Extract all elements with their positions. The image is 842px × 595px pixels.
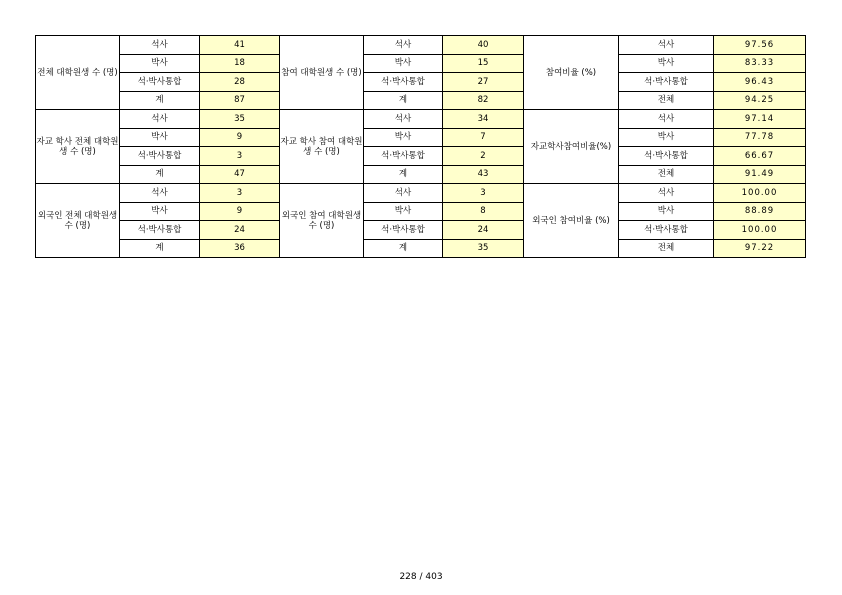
value-cell: 47: [200, 165, 280, 184]
group-label: 외국인 참여 대학원생 수 (명): [280, 184, 364, 258]
table-row: [36, 147, 806, 166]
value-cell: 88.89: [714, 202, 806, 221]
row-label: 계: [120, 239, 200, 258]
value-cell: 87: [200, 91, 280, 110]
row-label: 석사: [364, 184, 443, 203]
row-label: 박사: [364, 128, 443, 147]
row-label: 박사: [120, 128, 200, 147]
value-cell: 40: [443, 36, 524, 55]
row-label: 박사: [619, 54, 714, 73]
row-label: 석사: [619, 36, 714, 55]
row-label: 석·박사통합: [120, 147, 200, 166]
value-cell: 7: [443, 128, 524, 147]
row-label: 석·박사통합: [364, 221, 443, 240]
value-cell: 36: [200, 239, 280, 258]
row-label: 박사: [619, 202, 714, 221]
value-cell: 97.22: [714, 239, 806, 258]
value-cell: 3: [200, 184, 280, 203]
group-label: 참여비율 (%): [524, 36, 619, 110]
value-cell: 77.78: [714, 128, 806, 147]
row-label: 전체: [619, 165, 714, 184]
row-label: 전체: [619, 91, 714, 110]
row-label: 석사: [364, 110, 443, 129]
value-cell: 8: [443, 202, 524, 221]
row-label: 석사: [120, 110, 200, 129]
group-label: 외국인 전체 대학원생 수 (명): [36, 184, 120, 258]
page-number: 228 / 403: [399, 572, 443, 582]
value-cell: 100.00: [714, 221, 806, 240]
row-label: 계: [120, 91, 200, 110]
row-label: 계: [364, 165, 443, 184]
row-label: 계: [364, 91, 443, 110]
table-row: [36, 202, 806, 221]
value-cell: 18: [200, 54, 280, 73]
value-cell: 9: [200, 202, 280, 221]
row-label: 박사: [619, 128, 714, 147]
row-label: 계: [120, 165, 200, 184]
row-label: 석사: [120, 184, 200, 203]
value-cell: 94.25: [714, 91, 806, 110]
group-label: 외국인 참여비율 (%): [524, 184, 619, 258]
table-row: [36, 110, 806, 129]
row-label: 석·박사통합: [619, 147, 714, 166]
row-label: 석·박사통합: [120, 73, 200, 92]
value-cell: 91.49: [714, 165, 806, 184]
row-label: 석·박사통합: [364, 73, 443, 92]
value-cell: 15: [443, 54, 524, 73]
table-row: [36, 128, 806, 147]
value-cell: 96.43: [714, 73, 806, 92]
value-cell: 28: [200, 73, 280, 92]
group-label: 자교 학사 참여 대학원생 수 (명): [280, 110, 364, 184]
row-label: 석·박사통합: [619, 221, 714, 240]
group-label: 자교 학사 전체 대학원생 수 (명): [36, 110, 120, 184]
value-cell: 43: [443, 165, 524, 184]
row-label: 석·박사통합: [364, 147, 443, 166]
value-cell: 3: [200, 147, 280, 166]
value-cell: 97.14: [714, 110, 806, 129]
value-cell: 82: [443, 91, 524, 110]
row-label: 석사: [120, 36, 200, 55]
row-label: 석·박사통합: [619, 73, 714, 92]
table-row: [36, 239, 806, 258]
value-cell: 35: [200, 110, 280, 129]
row-label: 박사: [120, 202, 200, 221]
value-cell: 66.67: [714, 147, 806, 166]
table-row: [36, 221, 806, 240]
value-cell: 100.00: [714, 184, 806, 203]
row-label: 석사: [619, 110, 714, 129]
row-label: 계: [364, 239, 443, 258]
group-label: 자교학사참여비율(%): [524, 110, 619, 184]
graduate-student-stats-table: [35, 35, 806, 258]
value-cell: 24: [443, 221, 524, 240]
value-cell: 24: [200, 221, 280, 240]
row-label: 석·박사통합: [120, 221, 200, 240]
row-label: 전체: [619, 239, 714, 258]
row-label: 석사: [364, 36, 443, 55]
group-label: 참여 대학원생 수 (명): [280, 36, 364, 110]
row-label: 석사: [619, 184, 714, 203]
value-cell: 35: [443, 239, 524, 258]
value-cell: 9: [200, 128, 280, 147]
value-cell: 3: [443, 184, 524, 203]
group-label: 전체 대학원생 수 (명): [36, 36, 120, 110]
value-cell: 41: [200, 36, 280, 55]
table-row: [36, 165, 806, 184]
row-label: 박사: [364, 202, 443, 221]
row-label: 박사: [364, 54, 443, 73]
table-row: [36, 184, 806, 203]
value-cell: 34: [443, 110, 524, 129]
table-row: [36, 54, 806, 73]
table-row: [36, 91, 806, 110]
value-cell: 97.56: [714, 36, 806, 55]
value-cell: 2: [443, 147, 524, 166]
table-row: [36, 36, 806, 55]
row-label: 박사: [120, 54, 200, 73]
value-cell: 27: [443, 73, 524, 92]
value-cell: 83.33: [714, 54, 806, 73]
table-row: [36, 73, 806, 92]
